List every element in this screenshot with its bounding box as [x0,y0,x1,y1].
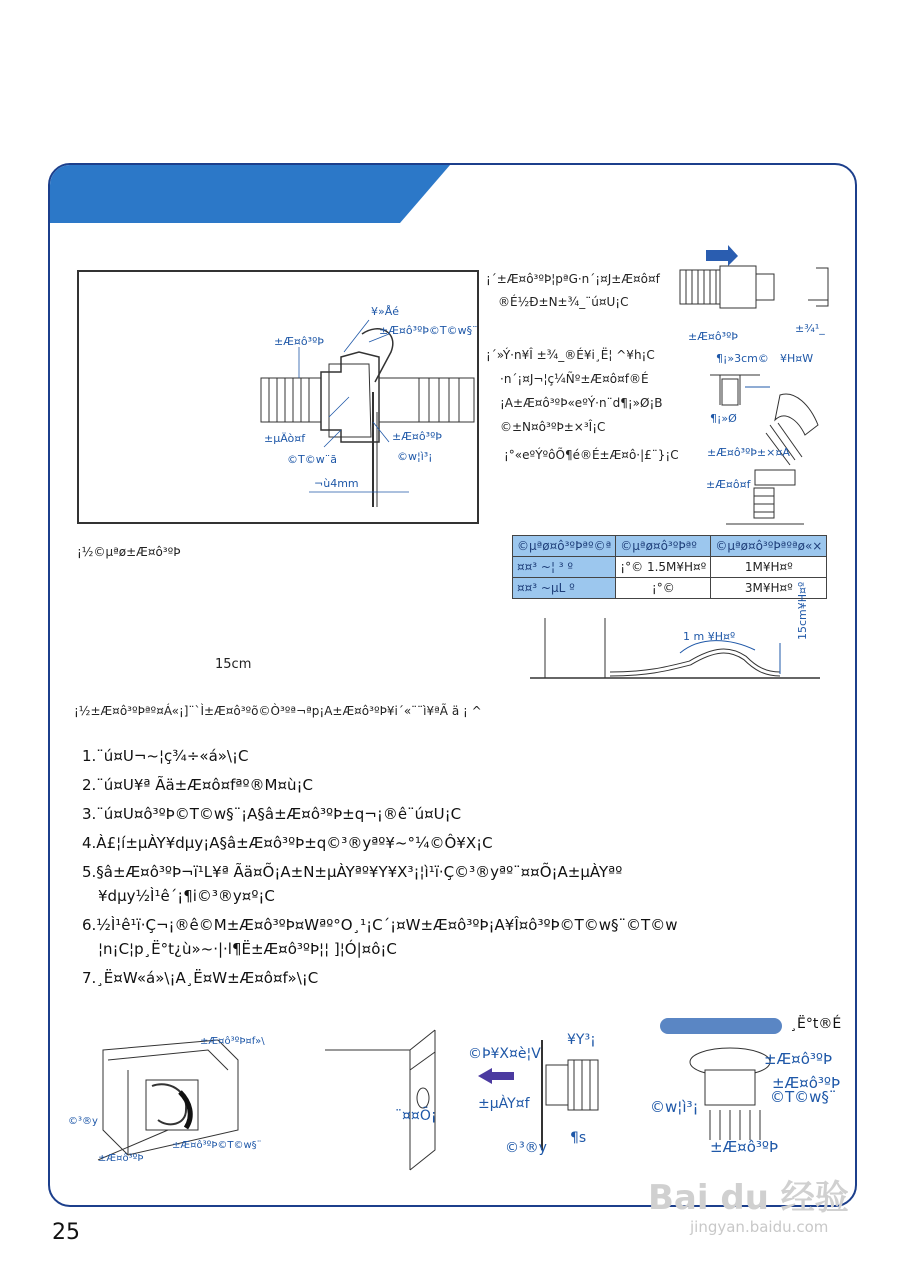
table-cell [616,557,711,578]
step-1: 1.¨ú¤U¬~¦ç¾÷«á»\¡C [82,747,249,765]
label-f4-hose2: ±Æ¤ô³ºÞ [772,1074,841,1092]
table-header: ©µªø¤ô³ºÞªº©ª [513,536,616,557]
pull-arrow-icon [478,1068,514,1084]
page-number: 25 [52,1220,80,1245]
note-hose-direction: ¡½±Æ¤ô³ºÞªº¤Á«¡]¨`Ì±Æ¤ô³ºõ©Ò³ºª¬ªp¡A±Æ¤ô³ºÞ¥i´«¨¨ì¥ªÃ ä ¡ ^ [74,704,482,718]
table-header-row [513,536,827,557]
hose-curve-figure [530,618,830,688]
table-header: ©µªø¤ô³ºÞªº [616,536,711,557]
table-row [513,578,827,599]
label-gap-2: ¶¡»Ø [710,412,737,425]
step-7: 7.¸Ë¤W«á»\¡A¸Ë¤W±Æ¤ô¤f»\¡C [82,969,319,987]
label-1m: 1 m ¥H¤º [683,630,736,643]
label-f4-hose3: ±Æ¤ô³ºÞ [710,1138,779,1156]
label-f1-cover: ±Æ¤ô³ºÞ¤f»\ [200,1036,265,1047]
label-f3-joint: ±µÀY¤f [478,1096,530,1112]
label-top: ¥»Åé [371,305,400,318]
push-arrow-icon [706,245,738,266]
table-cell: ¤¤³ ~µL º [513,578,616,599]
step-5: 5.§â±Æ¤ô³ºÞ¬ï¹L¥ª Ãä¤Õ¡A±N±µÀYªº¥Y¥X³¡¦ì¹ï·Ç©³®yªº¨¤¤Õ¡A±µÀYªº [82,863,623,881]
label-dimension [314,477,359,490]
label-push-hose: ±Æ¤ô³ºÞ [688,330,738,343]
watermark-logo: Bai du 经验 [648,1178,849,1218]
label-clamp: ©T©w¨ã [287,453,337,466]
label-position: ©w¦ì³¡ [397,450,433,463]
label-f4-clip: ©T©w§¨ [770,1088,837,1106]
label-f3-base: ©³®y [505,1140,547,1156]
hose-length-table [512,535,827,599]
label-f3-mark: ©Þ¥X¤è¦V [468,1046,541,1062]
step-3: 3.¨ú¤U¤ô³ºÞ©T©w§¨¡A§â±Æ¤ô³ºÞ±q¬¡®ê¨ú¤U¡C [82,805,462,823]
table-cell: ¤¤³ ~¦ ³ º [513,557,616,578]
label-f4-pos: ©w¦ì³¡ [650,1098,699,1116]
step-4: 4.À£¦í±µÀY¥dµy¡A§â±Æ¤ô³ºÞ±q©³®yªº¥~°¼©Ô¥X¡C [82,834,493,852]
label-hose-tilt: ±Æ¤ô³ºÞ±×¤A [707,446,790,459]
note-2-line-1: ¡´»Ý·n¥Î ±¾_®É¥i¸Ë¦ ^¥h¡C [486,348,655,362]
label-inner-hose: ±Æ¤ô³ºÞ [392,430,442,443]
label-f1-base: ©³®y [68,1116,98,1127]
note-1-line-1: ¡´±Æ¤ô³ºÞ¦pªG·n´¡¤J±Æ¤ô¤f [486,272,660,286]
bottom-figure-2 [325,1030,455,1180]
label-f1-hose: ±Æ¤ô³ºÞ [98,1153,144,1164]
watermark-url: jingyan.baidu.com [690,1218,829,1236]
label-hook: ±¾¹_ [795,322,825,335]
note-2-line-3: ¡A±Æ¤ô³ºÞ«eºÝ·n¨d¶¡»Ø¡B [500,396,663,410]
label-outer-tube: ±µÄò¤f [264,432,306,445]
note-2-line-2: ·n´¡¤J¬¦ç¼Ñº±Æ¤ô¤f®É [500,372,649,386]
label-f1-clip: ±Æ¤ô³ºÞ©T©w§¨ [172,1140,262,1151]
step-6: 6.½Ì¹ê¹ï·Ç¬¡®ê©M±Æ¤ô³ºÞ¤Wªº°O¸¹¡C´¡¤W±Æ¤ô³ºÞ¡A¥Î¤ô³ºÞ©T©w§¨©T©w [82,916,678,934]
label-f4-hose1: ±Æ¤ô³ºÞ [764,1050,833,1068]
note-2-line-5: ¡°«eºÝºôÕ¶é®É±Æ¤ô·|£¨}¡C [504,448,679,462]
label-gap: ¶¡»3cm© [716,352,769,365]
note-2-line-4: ©±N¤ô³ºÞ±×³Î¡C [500,420,606,434]
label-15cm-vertical: 15cm¥H¤º [796,581,809,640]
label-outlet: ±Æ¤ô¤f [706,478,751,491]
hose-gap-figure [700,365,850,495]
step-2: 2.¨ú¤U¥ª Ãä±Æ¤ô¤fªº®M¤ù¡C [82,776,314,794]
label-f2-hole: ¨¤¤Õ¡ [395,1108,437,1124]
outlet-figure [726,488,806,528]
step-6-cont: ¦n¡C¦p¸Ë°t¿ù»~·|·l¶Ë±Æ¤ô³ºÞ¦¦ ]¦Ó|¤ô¡C [98,940,397,958]
table-cell: ¡°© [616,578,711,599]
table-cell: 3M¥H¤º [711,578,827,599]
label-drain-hose: ±Æ¤ô³ºÞ [274,335,324,348]
cell-mark: ¡°© [620,560,644,574]
table-cell: 1M¥H¤º [711,557,827,578]
label-above: ¥H¤W [780,352,814,365]
table-row [513,557,827,578]
caption-extend-hose: ¡½©µªø±Æ¤ô³ºÞ [77,545,181,559]
note-1-line-2: ®É½Ð±N±¾_¨ú¤U¡C [498,295,629,309]
section-tab [50,165,450,223]
hose-joint-drawing [79,272,477,522]
dimension-unit: mm [337,477,359,490]
badge-f4 [660,1018,782,1034]
label-f3-top: ¥Y³¡ [567,1032,596,1048]
table-header: ©µªø¤ô³ºÞªºªø«× [711,536,827,557]
cell-length: 1.5M¥H¤º [646,560,707,574]
label-f4-note: ¸Ë°t®É [790,1016,842,1032]
steps-list [82,744,678,990]
step-5-cont: ¥dµy½Ì¹ê´¡¶i©³®y¤º¡C [98,887,275,905]
hose-extension-diagram [77,270,479,524]
label-f3-side: ¶s [570,1130,587,1146]
dimension-value: ¬ù4 [314,477,338,490]
label-15cm: 15cm [215,657,252,672]
label-hose-coupling: ±Æ¤ô³ºÞ©T©w§¨ [379,324,478,337]
